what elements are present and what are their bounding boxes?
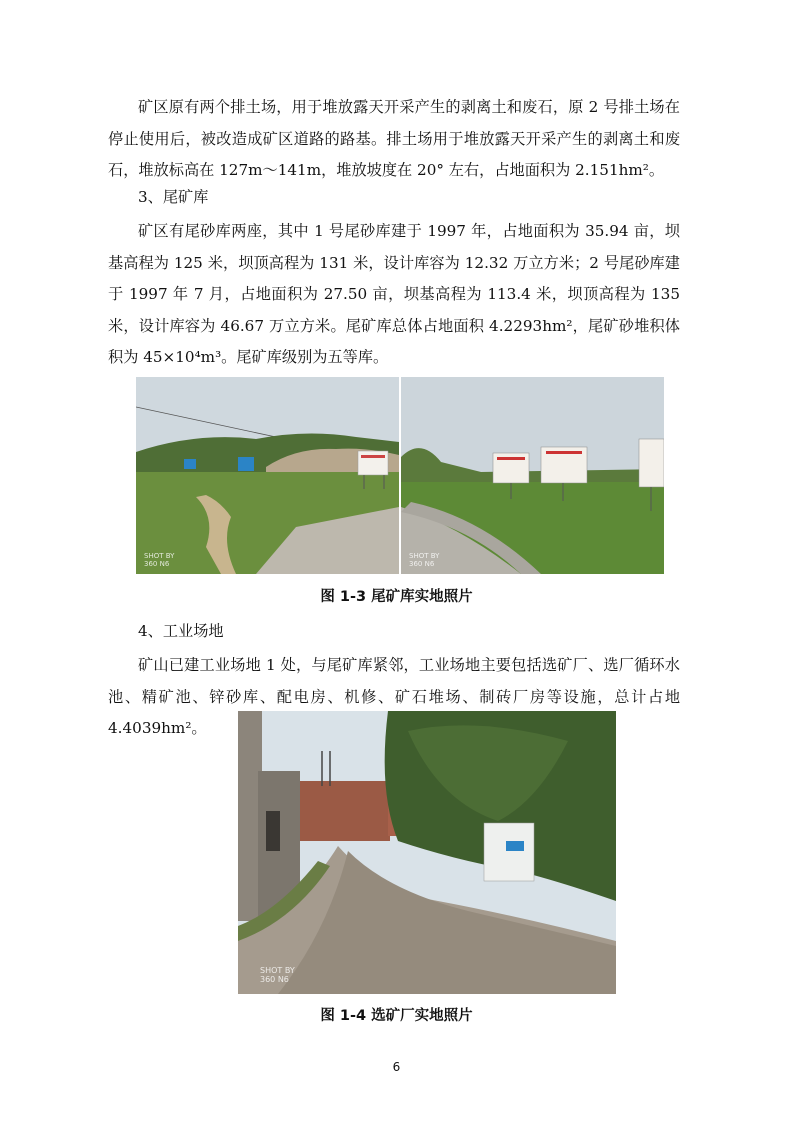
paragraph-industrial-site: 矿山已建工业场地 1 处，与尾矿库紧邻，工业场地主要包括选矿厂、选厂循环水池、精矿池、锌砂库、配电房、机修、矿石堆场、制砖厂房等设施，总计占地 4.4039hm²。	[108, 656, 680, 737]
figure-caption-1-3: 图 1-3 尾矿库实地照片	[320, 589, 473, 605]
section-heading-industrial-site: 4、工业场地	[138, 622, 224, 640]
tailings-photo-left	[136, 377, 399, 574]
paragraph-tailings: 矿区有尾砂库两座，其中 1 号尾砂库建于 1997 年，占地面积为 35.94 亩，坝基高程为 125 米，坝顶高程为 131 米，设计库容为 12.32 万立方米；2 号尾砂库建于 1997 年 7 月，占地面积为 27.50 亩，坝基高程为 113.4 米，坝顶高程为 135 米，设计库容为 46.67 万立方米。尾矿库总体占地面积 4.2293hm²，尾矿砂堆积体积为 45×10⁴m³。尾矿库级别为五等库。	[108, 222, 680, 366]
tailings-photo-right	[401, 377, 664, 574]
paragraph-waste-dump: 矿区原有两个排土场，用于堆放露天开采产生的剥离土和废石，原 2 号排土场在停止使用后，被改造成矿区道路的路基。排土场用于堆放露天开采产生的剥离土和废石，堆放标高在 127m～141m，堆放坡度在 20° 左右，占地面积为 2.151hm²。	[108, 98, 680, 179]
section-heading-tailings: 3、尾矿库	[138, 188, 209, 206]
page-number: 6	[392, 1060, 401, 1074]
figure-caption-1-4: 图 1-4 选矿厂实地照片	[320, 1008, 473, 1024]
watermark: SHOT BY 360 N6	[409, 552, 440, 568]
processing-plant-photo	[238, 711, 616, 994]
watermark: SHOT BY 360 N6	[260, 966, 295, 984]
watermark: SHOT BY 360 N6	[144, 552, 175, 568]
